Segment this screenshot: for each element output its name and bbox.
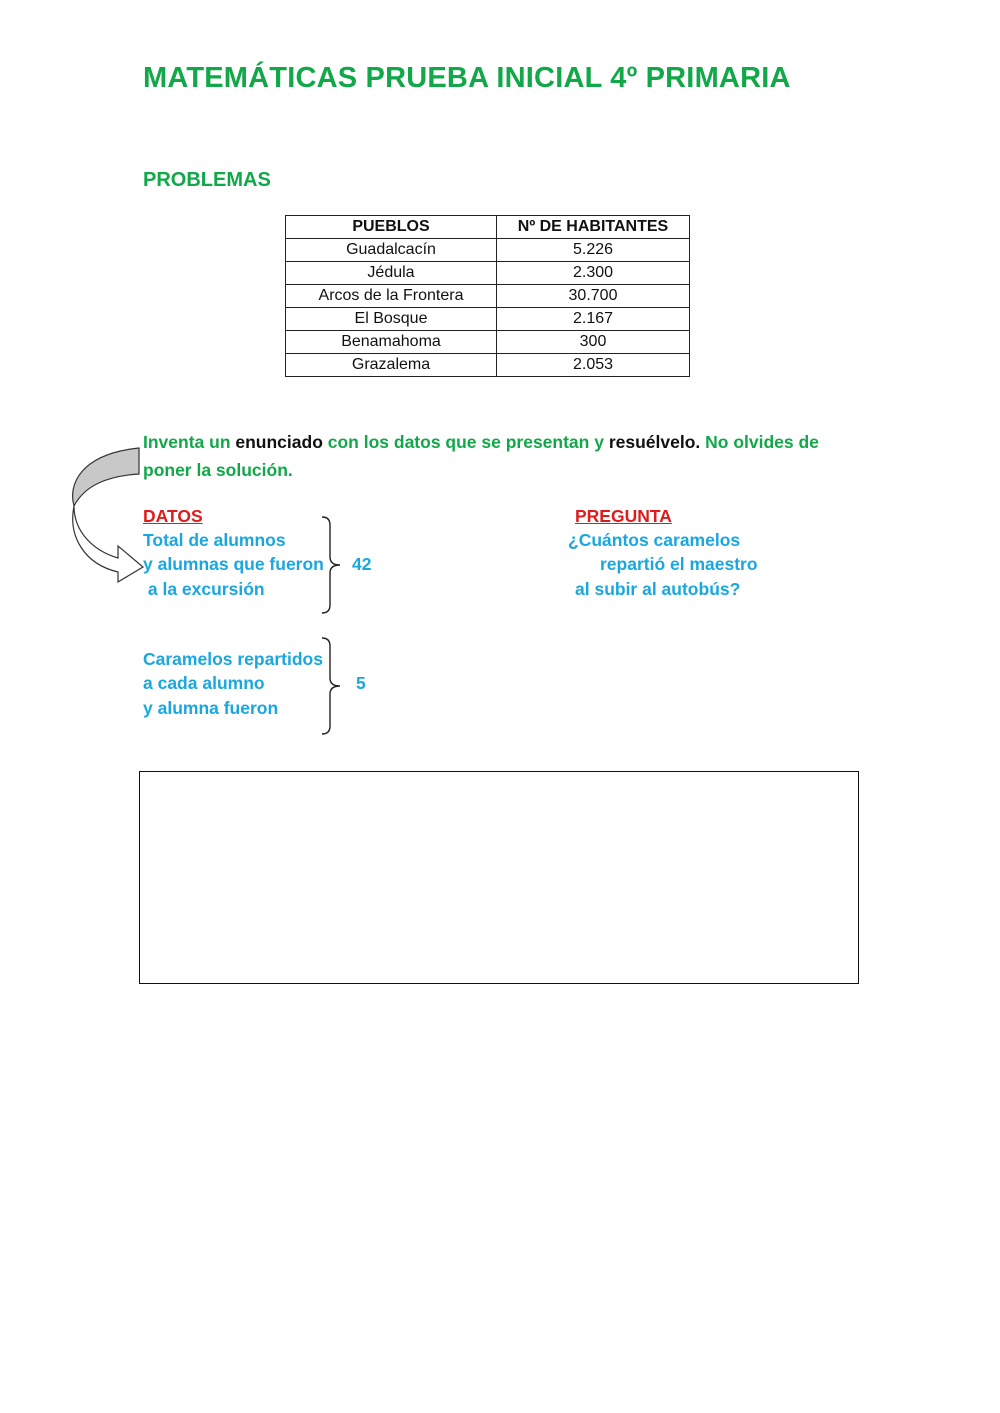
table-row (286, 285, 690, 308)
curved-arrow-icon (66, 440, 150, 588)
town-name: Guadalcacín (286, 239, 497, 262)
datos-heading: DATOS (143, 506, 203, 526)
towns-table (285, 215, 690, 377)
town-population: 2.300 (497, 262, 690, 285)
pregunta-heading: PREGUNTA (575, 506, 672, 526)
column-header-population: Nº DE HABITANTES (497, 216, 690, 239)
table-row (286, 308, 690, 331)
answer-box[interactable] (139, 771, 859, 984)
datos-value: 5 (356, 673, 366, 693)
town-name: Benamahoma (286, 331, 497, 354)
table-row (286, 262, 690, 285)
table-row (286, 354, 690, 377)
town-population: 300 (497, 331, 690, 354)
datos-line: a la excursión (143, 579, 265, 599)
pregunta-line: repartió el maestro (600, 554, 758, 574)
pregunta-line: al subir al autobús? (575, 579, 741, 599)
datos-line: Total de alumnos (143, 530, 286, 550)
column-header-towns: PUEBLOS (286, 216, 497, 239)
town-name: Jédula (286, 262, 497, 285)
town-name: El Bosque (286, 308, 497, 331)
datos-line: y alumnas que fueron (143, 554, 324, 574)
datos-line: Caramelos repartidos (143, 649, 323, 669)
right-brace-icon (318, 515, 348, 615)
town-name: Arcos de la Frontera (286, 285, 497, 308)
table-header-row (286, 216, 690, 239)
table-row (286, 331, 690, 354)
right-brace-icon (318, 636, 348, 736)
table-row (286, 239, 690, 262)
town-population: 5.226 (497, 239, 690, 262)
datos-line: a cada alumno (143, 673, 265, 693)
datos-line: y alumna fueron (143, 698, 279, 718)
section-title: PROBLEMAS (143, 169, 271, 191)
instruction-text: Inventa un enunciado con los datos que se presentan y resuélvelo. No olvides de poner la solución. (143, 432, 819, 480)
town-population: 30.700 (497, 285, 690, 308)
datos-value: 42 (352, 554, 372, 574)
page-title: MATEMÁTICAS PRUEBA INICIAL 4º PRIMARIA (143, 62, 791, 94)
town-population: 2.167 (497, 308, 690, 331)
pregunta-line: ¿Cuántos caramelos (568, 530, 741, 550)
town-population: 2.053 (497, 354, 690, 377)
town-name: Grazalema (286, 354, 497, 377)
